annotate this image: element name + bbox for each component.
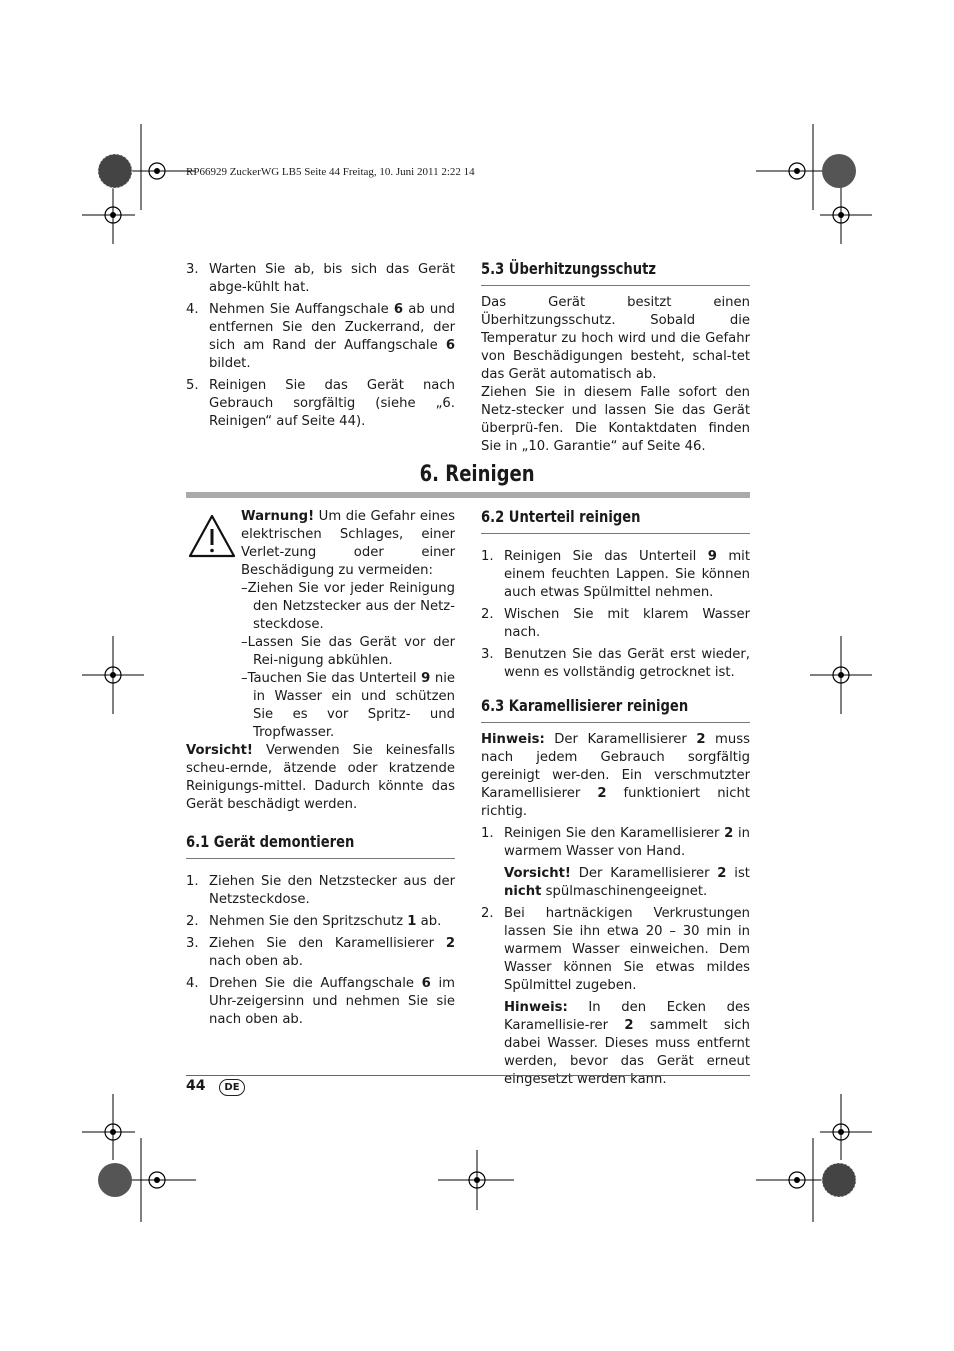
- list-item: 3. Warten Sie ab, bis sich das Gerät abge-kühlt hat.: [186, 262, 455, 295]
- list-item: 2. Wischen Sie mit klarem Wasser nach.: [481, 607, 750, 640]
- language-badge: DE: [219, 1079, 245, 1096]
- continued-steps: [186, 261, 455, 435]
- section-heading: 5.3 Überhitzungsschutz: [481, 259, 657, 278]
- title-rule: [186, 492, 750, 498]
- paragraph: Ziehen Sie in diesem Falle sofort den Netz-stecker und lassen Sie das Gerät überprü-fen. Die Kontaktdaten finden Sie in „10. Garantie“ auf Seite 46.: [481, 385, 750, 454]
- print-slug: RP66929 ZuckerWG LB5 Seite 44 Freitag, 10. Juni 2011 2:22 14: [186, 166, 475, 178]
- warning-item: –Ziehen Sie vor jeder Reinigung den Netzstecker aus der Netz-steckdose.: [241, 581, 455, 632]
- list-item: 1. Reinigen Sie das Unterteil 9 mit einem feuchten Lappen. Sie können auch etwas Spülmittel nehmen.: [481, 549, 751, 600]
- disassembly-steps: [186, 873, 455, 1029]
- warning-item: –Lassen Sie das Gerät vor der Rei-nigung abkühlen.: [241, 635, 455, 668]
- caramelizer-steps: [481, 825, 750, 1089]
- section-overheat: [481, 259, 750, 456]
- warning-text: Warnung! Um die Gefahr eines elektrischen Schlages, einer Verlet-zung oder einer Beschädigung zu vermeiden:: [241, 509, 455, 578]
- list-item: 4. Nehmen Sie Auffangschale 6 ab und entfernen Sie den Zuckerrand, der sich am Rand der Auffangschale 6 bildet.: [186, 302, 455, 371]
- list-item: 1. Ziehen Sie den Netzstecker aus der Netzsteckdose.: [186, 874, 455, 907]
- caution-text: Vorsicht! Der Karamellisierer 2 ist nicht spülmaschinengeeignet.: [504, 866, 750, 899]
- section-cleaning-right: [481, 507, 750, 1093]
- list-item: 3. Ziehen Sie den Karamellisierer 2 nach oben ab.: [186, 936, 455, 969]
- list-item: 5. Reinigen Sie das Gerät nach Gebrauch sorgfältig (siehe „6. Reinigen“ auf Seite 44).: [186, 378, 455, 429]
- list-item: 1. Reinigen Sie den Karamellisierer 2 in warmem Wasser von Hand. Vorsicht! Der Karamellisierer 2 ist nicht spülmaschinengeeignet.: [481, 826, 750, 899]
- note-text: Hinweis: In den Ecken des Karamellisie-rer 2 sammelt sich dabei Wasser. Dieses muss entfernt werden, bevor das Gerät erneut eingesetzt werden kann.: [504, 1000, 750, 1087]
- note-text: Hinweis: Der Karamellisierer 2 muss nach jedem Gebrauch sorgfältig gereinigt wer-den. Ein verschmutzter Karamellisierer 2 funktioniert nicht richtig.: [481, 732, 750, 819]
- warning-block: [186, 508, 455, 1033]
- list-item: 4. Drehen Sie die Auffangschale 6 im Uhr-zeigersinn und nehmen Sie sie nach oben ab.: [186, 976, 455, 1027]
- section-heading: 6.1 Gerät demontieren: [186, 832, 355, 851]
- base-cleaning-steps: [481, 548, 750, 682]
- list-item: 2. Bei hartnäckigen Verkrustungen lassen Sie ihn etwa 20 – 30 min in warmem Wasser einweichen. Dem Wasser können Sie etwas mildes Spülmittel zugeben. Hinweis: In den Ecken des Karamellisie-rer 2 sammelt sich dabei Wasser. Dieses muss entfernt werden, bevor das Gerät erneut eingesetzt werden kann.: [481, 906, 750, 1087]
- section-heading: 6.2 Unterteil reinigen: [481, 507, 641, 526]
- page-title: 6. Reinigen: [419, 462, 535, 487]
- section-heading: 6.3 Karamellisierer reinigen: [481, 696, 689, 715]
- warning-item: –Tauchen Sie das Unterteil 9 nie in Wasser ein und schützen Sie es vor Spritz- und Tropfwasser.: [241, 671, 455, 740]
- list-item: 2. Nehmen Sie den Spritzschutz 1 ab.: [186, 914, 442, 929]
- page-number: 44: [186, 1078, 206, 1094]
- list-item: 3. Benutzen Sie das Gerät erst wieder, wenn es vollständig getrocknet ist.: [481, 647, 750, 680]
- footer-rule: [186, 1075, 750, 1076]
- paragraph: Das Gerät besitzt einen Überhitzungsschutz. Sobald die Temperatur zu hoch wird und die Gefahr von Beschädigungen besteht, schal-tet das Gerät automatisch ab.: [481, 295, 750, 382]
- caution-text: Vorsicht! Verwenden Sie keinesfalls scheu-ernde, ätzende oder kratzende Reinigungs-mittel. Dadurch könnte das Gerät beschädigt werden.: [186, 743, 455, 812]
